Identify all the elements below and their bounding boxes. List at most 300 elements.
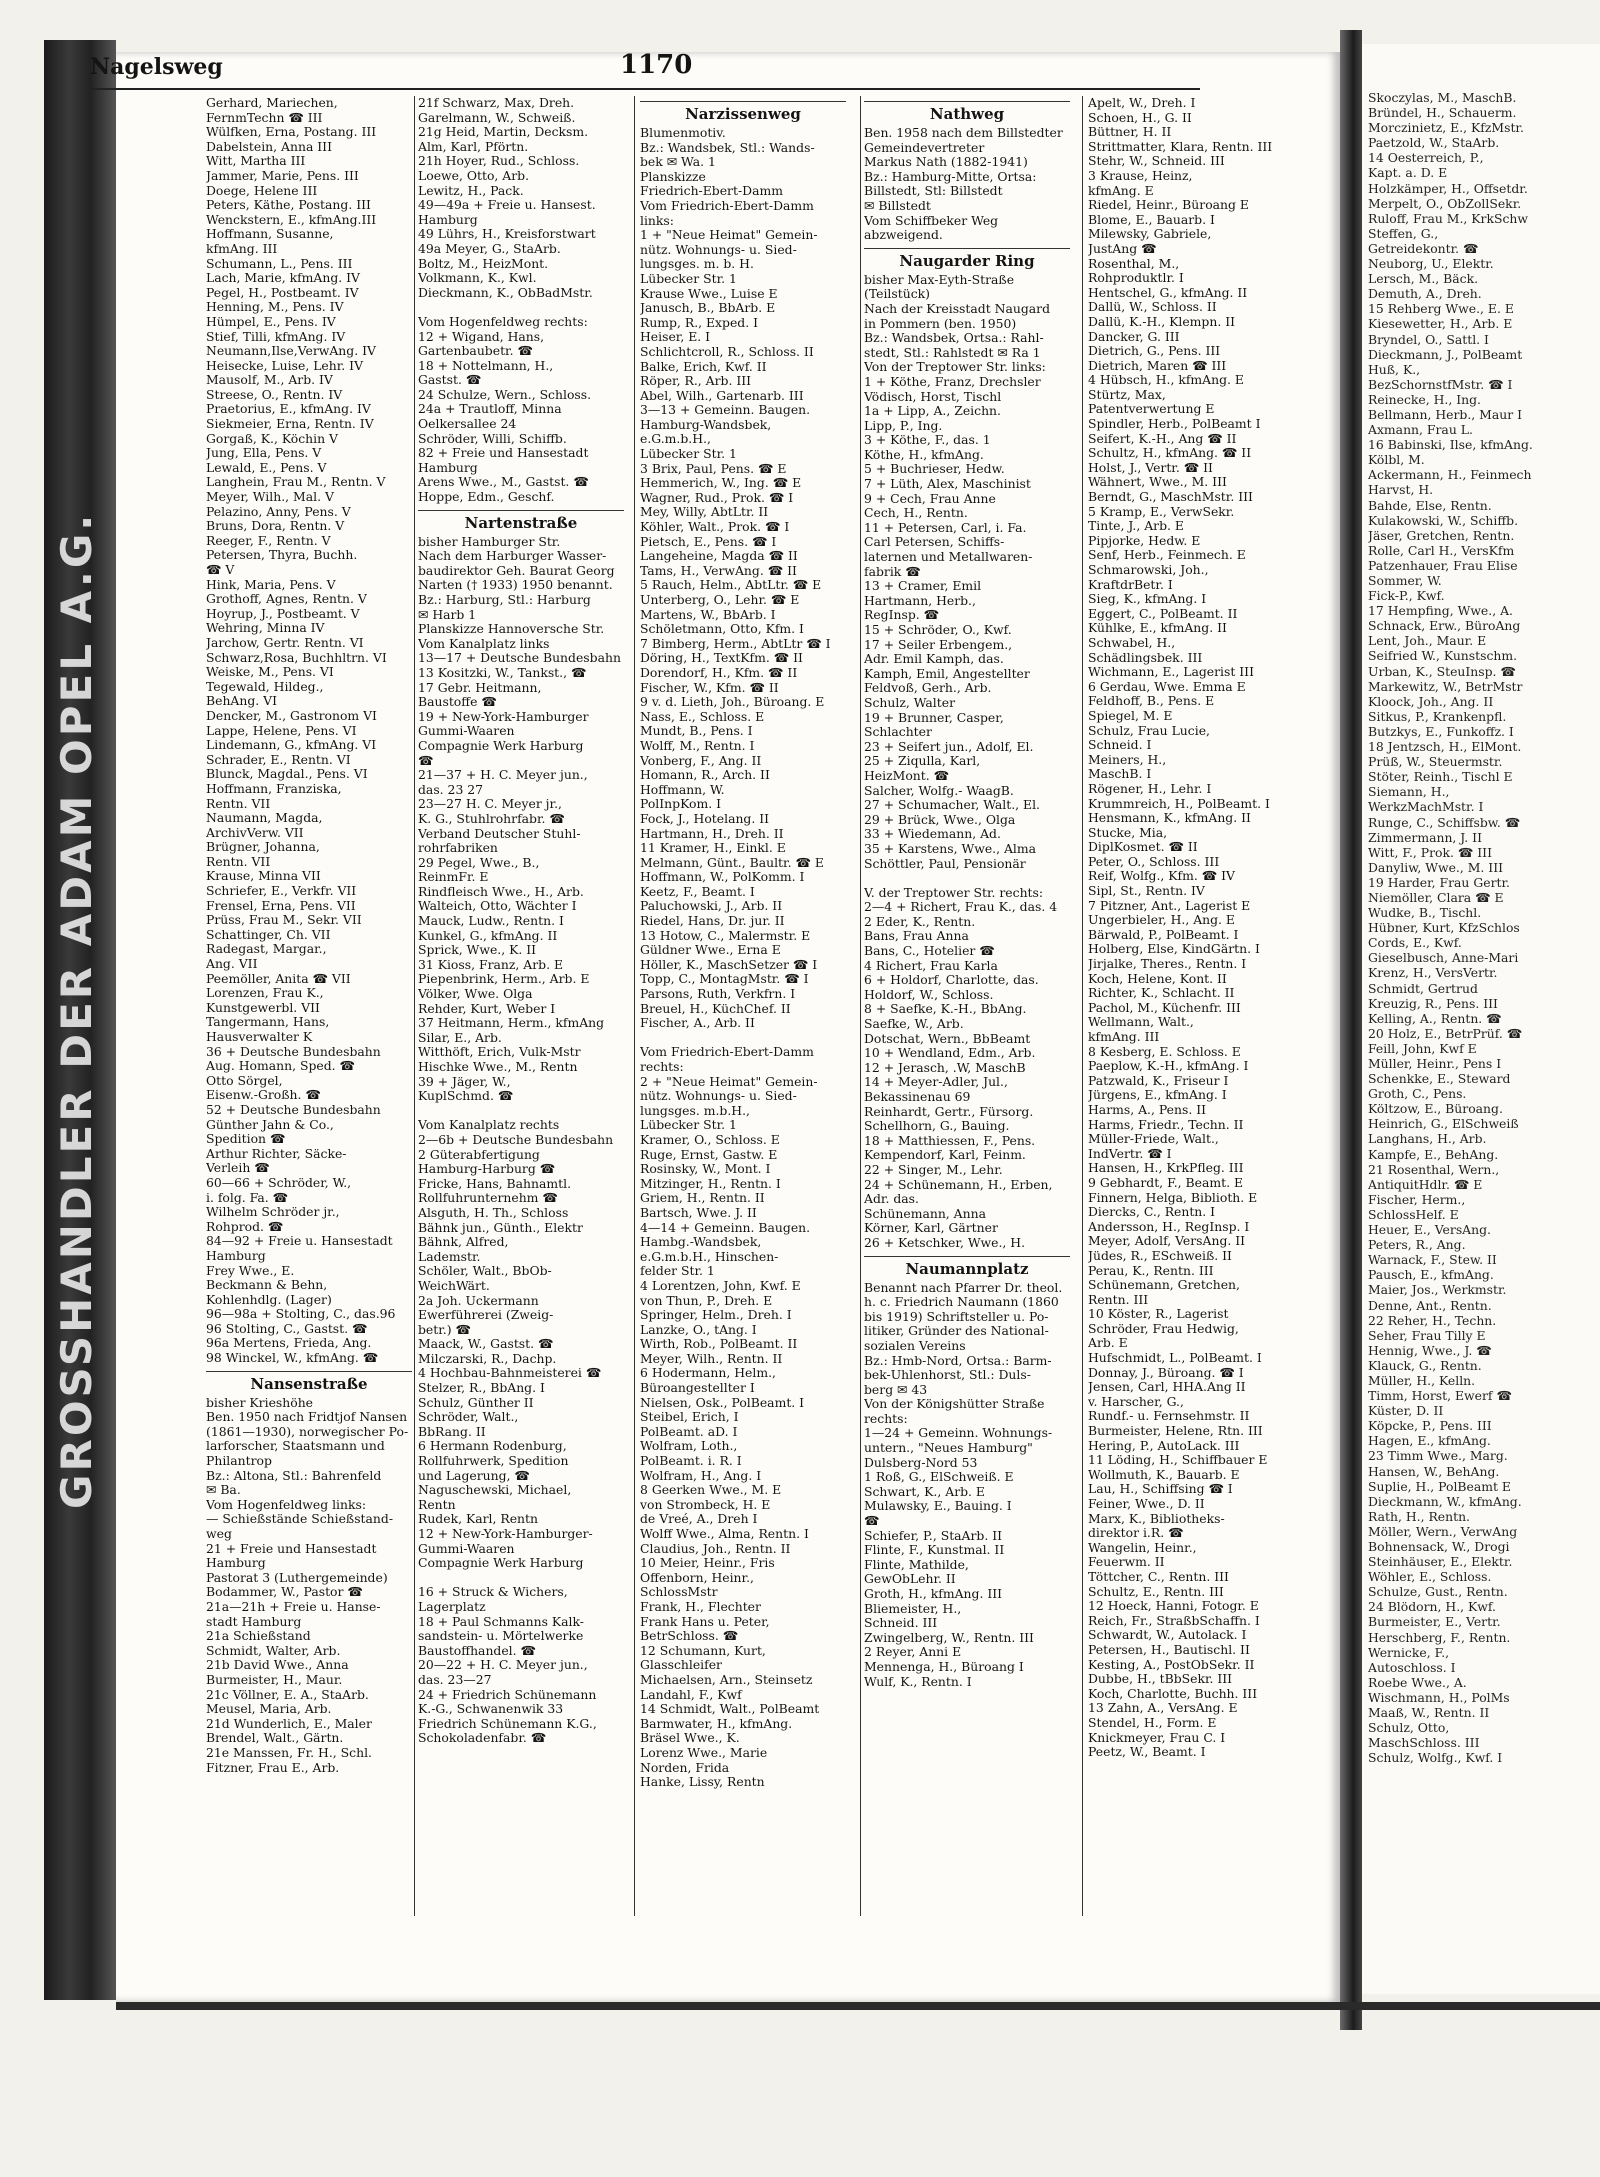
directory-entry: Vom Friedrich-Ebert-Damm	[640, 1045, 814, 1060]
directory-entry: berg ✉ 43	[864, 1382, 928, 1397]
directory-entry: GewObLehr. II	[864, 1572, 956, 1587]
directory-entry: Sipl, St., Rentn. IV	[1088, 884, 1205, 899]
directory-entry: Steinhäuser, E., Elektr.	[1368, 1554, 1513, 1570]
directory-entry: Gemeindevertreter	[864, 140, 985, 155]
directory-entry: Zwingelberg, W., Rentn. III	[864, 1630, 1034, 1645]
directory-entry: lungsges. m. b. H.	[640, 257, 754, 272]
directory-entry: 10 Köster, R., Lagerist	[1088, 1307, 1229, 1322]
directory-entry: Schmidt, Walter, Arb.	[206, 1643, 341, 1658]
directory-entry: Groth, C., Pens.	[1368, 1086, 1467, 1102]
directory-entry: Sommer, W.	[1368, 573, 1442, 588]
directory-entry: Wagner, Rud., Prok. ☎ I	[640, 490, 794, 505]
directory-entry: Pastorat 3 (Luthergemeinde)	[206, 1570, 388, 1585]
directory-entry: 2 Güterabfertigung	[418, 1147, 540, 1162]
directory-entry: Wichmann, E., Lagerist III	[1088, 665, 1254, 680]
directory-entry: Norden, Frida	[640, 1760, 730, 1775]
directory-entry: Bans, C., Hotelier ☎	[864, 944, 995, 959]
directory-entry: Breuel, H., KüchChef. II	[640, 1001, 791, 1016]
directory-entry: Kulakowski, W., Schiffb.	[1368, 512, 1519, 528]
directory-entry: Ben. 1958 nach dem Billstedter	[864, 126, 1063, 140]
directory-entry: Vom Schiffbeker Weg	[864, 213, 999, 228]
directory-entry: Hartmann, Herb.,	[864, 593, 976, 608]
directory-entry: Diercks, C., Rentn. I	[1088, 1205, 1216, 1220]
directory-entry: 2—4 + Richert, Frau K., das. 4	[864, 900, 1058, 915]
directory-entry: Roebe Wwe., A.	[1368, 1674, 1467, 1690]
directory-entry: Narten († 1933) 1950 benannt.	[418, 578, 613, 593]
column-divider	[860, 96, 861, 1916]
directory-entry: Riedel, Heinr., Büroang E	[1088, 198, 1249, 213]
directory-entry: Dietrich, Maren ☎ III	[1088, 358, 1227, 373]
directory-entry: Schünemann, Gretchen,	[1088, 1278, 1240, 1293]
directory-entry: Stucke, Mia,	[1088, 825, 1168, 840]
directory-entry: Planskizze Hannoversche Str.	[418, 622, 605, 637]
directory-entry: 13 Hotow, C., Malermstr. E	[640, 928, 811, 943]
directory-entry: Wöhler, E., Schloss.	[1368, 1569, 1492, 1585]
directory-entry: ArchivVerw. VII	[206, 825, 304, 840]
directory-entry: Wischmann, H., PolMs	[1368, 1689, 1510, 1705]
directory-entry: Bründel, H., Schauerm.	[1368, 105, 1517, 121]
directory-entry: Reeger, F., Rentn. V	[206, 533, 331, 548]
directory-entry: Schultz, H., kfmAng. ☎ II	[1088, 446, 1252, 461]
directory-entry: Dieckmann, W., kfmAng.	[1368, 1493, 1522, 1509]
directory-entry: Philantrop	[206, 1454, 272, 1469]
directory-entry: 49—49a + Freie u. Hansest.	[418, 198, 596, 213]
directory-entry: Kelling, A., Rentn. ☎	[1368, 1010, 1502, 1026]
directory-entry: Aug. Homann, Sped. ☎	[206, 1059, 355, 1074]
directory-entry: Weiske, M., Pens. VI	[206, 665, 334, 680]
directory-entry: Feuerwm. II	[1088, 1555, 1165, 1570]
directory-entry: 49a Meyer, G., StaArb.	[418, 241, 561, 256]
directory-entry: Mitzinger, H., Rentn. I	[640, 1176, 781, 1191]
directory-entry: Schulze, Gust., Rentn.	[1368, 1584, 1508, 1600]
directory-entry: Höller, K., MaschSetzer ☎ I	[640, 957, 818, 972]
directory-entry: 10 + Wendland, Edm., Arb.	[864, 1046, 1036, 1061]
directory-entry: Apelt, W., Dreh. I	[1088, 96, 1196, 110]
directory-entry: Getreidekontr. ☎	[1368, 240, 1479, 256]
directory-entry: Tinte, J., Arb. E	[1088, 519, 1184, 534]
directory-entry: Beckmann & Behn,	[206, 1278, 328, 1293]
directory-entry: Seifried W., Kunstschm.	[1368, 648, 1518, 664]
directory-entry: Rentn. VII	[206, 854, 271, 869]
directory-entry: Lübecker Str. 1	[640, 271, 737, 286]
directory-entry: Hansen, H., KrkPfleg. III	[1088, 1161, 1244, 1176]
directory-entry: Michaelsen, Arn., Steinsetz	[640, 1672, 813, 1687]
directory-entry: Adr. Emil Kamph, das.	[864, 652, 1004, 667]
directory-entry: 21 + Freie und Hansestadt	[206, 1541, 377, 1556]
directory-entry: Wirth, Rob., PolBeamt. II	[640, 1337, 798, 1352]
directory-entry: Doege, Helene III	[206, 183, 318, 198]
directory-entry: Bz.: Hamburg-Mitte, Ortsa:	[864, 169, 1037, 184]
directory-entry: Jarchow, Gertr. Rentn. VI	[206, 635, 364, 650]
directory-entry: Barmwater, H., kfmAng.	[640, 1716, 793, 1731]
directory-entry: Reinhardt, Gertr., Fürsorg.	[864, 1104, 1034, 1119]
directory-entry: Garelmann, W., Schweiß.	[418, 110, 576, 125]
directory-entry: Wähnert, Wwe., M. III	[1088, 475, 1227, 490]
directory-entry: Tegewald, Hildeg.,	[206, 679, 324, 694]
directory-entry: Ben. 1950 nach Fridtjof Nansen	[206, 1410, 408, 1425]
directory-entry: Hausverwalter K	[206, 1030, 313, 1044]
directory-entry: Verband Deutscher Stuhl-	[418, 826, 581, 841]
directory-entry: Dietrich, G., Pens. III	[1088, 344, 1221, 359]
directory-entry	[640, 1031, 846, 1046]
directory-entry: Spiegel, M. E	[1088, 708, 1173, 723]
directory-entry: Unterberg, O., Lehr. ☎ E	[640, 593, 800, 607]
directory-entry: Günther Jahn & Co.,	[206, 1117, 334, 1132]
directory-entry: 10 Meier, Heinr., Fris	[640, 1556, 775, 1571]
directory-entry: Wenckstern, E., kfmAng.III	[206, 212, 377, 227]
directory-entry: in Pommern (ben. 1950)	[864, 316, 1017, 331]
directory-entry: Lübecker Str. 1	[640, 1118, 737, 1133]
directory-entry: — Schießstände Schießstand-	[206, 1512, 394, 1527]
directory-entry: Schmidt, Gertrud	[1368, 980, 1478, 996]
directory-entry: Groth, H., kfmAng. III	[864, 1587, 1003, 1601]
directory-entry: IndVertr. ☎ I	[1088, 1146, 1172, 1161]
directory-entry: Holzkämper, H., Offsetdr.	[1368, 180, 1528, 196]
directory-entry: Hennig, Wwe., J. ☎	[1368, 1342, 1492, 1358]
directory-entry: Carl Petersen, Schiffs-	[864, 535, 1005, 550]
directory-entry: 7 + Lüth, Alex, Maschinist	[864, 477, 1031, 492]
directory-entry: Kesting, A., PostObSekr. II	[1088, 1657, 1255, 1672]
directory-entry: Nach dem Harburger Wasser-	[418, 549, 607, 564]
spine-advertisement: GROSSHANDLER DER ADAM OPEL A.G.	[52, 511, 101, 1509]
directory-entry: Paetzold, W., StaArb.	[1368, 135, 1500, 151]
directory-entry: Arens Wwe., M., Gastst. ☎	[418, 475, 589, 490]
directory-entry: Holberg, Else, KindGärtn. I	[1088, 942, 1260, 957]
directory-entry: bek-Uhlenhorst, Stl.: Duls-	[864, 1368, 1031, 1383]
directory-entry: Meyer, Wilh., Mal. V	[206, 490, 334, 505]
directory-entry: Von der Königshütter Straße	[864, 1397, 1045, 1412]
directory-entry: Lersch, M., Bäck.	[1368, 271, 1479, 287]
directory-entry: WerkzMachMstr. I	[1368, 799, 1484, 815]
directory-entry	[418, 1104, 624, 1119]
directory-entry: 27 + Schumacher, Walt., El.	[864, 798, 1040, 813]
directory-entry: kfmAng. E	[1088, 183, 1154, 198]
directory-entry: 8 + Saefke, K.-H., BbAng.	[864, 1002, 1027, 1017]
directory-entry: 1a + Lipp, A., Zeichn.	[864, 404, 1001, 419]
directory-entry: 84—92 + Freie u. Hansestadt	[206, 1234, 393, 1249]
directory-entry: Finnern, Helga, Biblioth. E	[1088, 1190, 1258, 1205]
directory-entry: Berndt, G., MaschMstr. III	[1088, 490, 1253, 505]
directory-entry: Kölbl, M.	[1368, 452, 1425, 468]
directory-entry: Schnack, Erw., BüroAng	[1368, 618, 1521, 634]
directory-entry: 9 Gebhardt, F., Beamt. E	[1088, 1175, 1244, 1190]
directory-entry: Spindler, Herb., PolBeamt I	[1088, 417, 1261, 432]
directory-entry: Senf, Herb., Feinmech. E	[1088, 548, 1246, 563]
directory-entry: Mennenga, H., Büroang I	[864, 1659, 1024, 1674]
directory-entry: 21 Rosenthal, Wern.,	[1368, 1161, 1500, 1177]
directory-entry: Schünemann, Anna	[864, 1206, 986, 1221]
directory-entry: Krummreich, H., PolBeamt. I	[1088, 796, 1270, 811]
directory-entry: ✉ Billstedt	[864, 198, 931, 213]
directory-entry: Hamburg	[206, 1556, 266, 1571]
directory-entry: Fricke, Hans, Bahnamtl.	[418, 1176, 572, 1191]
directory-entry: weg	[206, 1527, 232, 1541]
directory-entry: Bryndel, O., Sattl. I	[1368, 331, 1489, 347]
directory-entry: 96 Stolting, C., Gastst. ☎	[206, 1321, 368, 1336]
directory-entry: 18 Jentzsch, H., ElMont.	[1368, 739, 1522, 755]
directory-entry: 18 + Paul Schmanns Kalk-	[418, 1614, 584, 1629]
directory-entry: Hering, P., AutoLack. III	[1088, 1438, 1240, 1453]
directory-entry: Wellmann, Walt.,	[1088, 1015, 1194, 1030]
directory-entry: Schwarz,Rosa, Buchhltrn. VI	[206, 650, 387, 665]
directory-entry: Feldvoß, Gerh., Arb.	[864, 681, 992, 696]
directory-entry: Bz.: Altona, Stl.: Bahrenfeld	[206, 1468, 382, 1483]
directory-entry: ☎	[864, 1514, 880, 1529]
directory-entry: Stürtz, Max,	[1088, 387, 1166, 402]
directory-entry: Kamph, Emil, Angestellter	[864, 666, 1030, 681]
directory-entry: (1861—1930), norwegischer Po-	[206, 1424, 409, 1439]
directory-column-4	[864, 96, 1070, 1916]
directory-entry: Gummi-Waaren	[418, 1541, 515, 1556]
directory-entry: Vom Kanalplatz rechts	[418, 1118, 560, 1133]
directory-entry: Janusch, B., BbArb. E	[640, 301, 776, 316]
directory-entry: Kapt. a. D. E	[1368, 165, 1448, 181]
directory-entry: Burmeister, H., Maur.	[206, 1672, 343, 1687]
directory-entry: stadt Hamburg	[206, 1614, 302, 1629]
directory-entry: Körner, Karl, Gärtner	[864, 1221, 998, 1236]
directory-entry: Bähnk, Alfred,	[418, 1235, 509, 1250]
directory-entry: Müller-Friede, Walt.,	[1088, 1132, 1219, 1147]
directory-entry: Hübner, Kurt, KfzSchlos	[1368, 920, 1520, 936]
directory-entry: 22 + Singer, M., Lehr.	[864, 1162, 1003, 1177]
directory-entry: MaschSchloss. III	[1368, 1735, 1480, 1751]
directory-entry: Schokoladenfabr. ☎	[418, 1731, 547, 1746]
street-section-title: Nartenstraße	[418, 510, 624, 533]
directory-entry: Schöttler, Paul, Pensionär	[864, 856, 1026, 871]
directory-entry: Marx, K., Bibliotheks-	[1088, 1511, 1225, 1526]
directory-entry: Hümpel, E., Pens. IV	[206, 314, 336, 329]
directory-entry: Arb. E	[1088, 1336, 1128, 1351]
directory-entry: e.G.m.b.H., Hinschen-	[640, 1249, 779, 1264]
directory-entry: Költzow, E., Büroang.	[1368, 1101, 1503, 1117]
directory-entry: Witt, Martha III	[206, 154, 306, 169]
directory-entry: Seifert, K.-H., Ang ☎ II	[1088, 431, 1237, 446]
directory-entry: 23 + Seifert jun., Adolf, El.	[864, 739, 1034, 754]
directory-entry: Cords, E., Kwf.	[1368, 935, 1462, 951]
directory-entry: V. der Treptower Str. rechts:	[864, 885, 1044, 900]
directory-entry: 4 Hochbau-Bahnmeisterei ☎	[418, 1366, 602, 1381]
directory-entry: lungsges. m.b.H.,	[640, 1103, 750, 1118]
directory-entry: HeizMont. ☎	[864, 768, 950, 783]
directory-entry: Koch, Helene, Kont. II	[1088, 971, 1227, 986]
directory-entry: Koch, Charlotte, Buchh. III	[1088, 1686, 1258, 1701]
directory-entry: 23—27 H. C. Meyer jr.,	[418, 797, 562, 812]
directory-entry: 21f Schwarz, Max, Dreh.	[418, 96, 575, 110]
directory-entry: Siekmeier, Erna, Rentn. IV	[206, 417, 374, 432]
directory-entry: baudirektor Geh. Baurat Georg	[418, 563, 615, 578]
directory-entry: bis 1919) Schriftsteller u. Po-	[864, 1309, 1049, 1324]
directory-entry: Hamburg-Harburg ☎	[418, 1162, 556, 1177]
directory-entry: Harms, A., Pens. II	[1088, 1102, 1206, 1117]
directory-entry: Dabelstein, Anna III	[206, 139, 332, 154]
directory-entry: Töttcher, C., Rentn. III	[1088, 1569, 1229, 1584]
directory-entry: Silar, E., Arb.	[418, 1030, 502, 1045]
directory-entry: Stelzer, R., BbAng. I	[418, 1381, 545, 1396]
directory-entry: Mauck, Ludw., Rentn. I	[418, 914, 564, 929]
directory-entry: Burmeister, E., Vertr.	[1368, 1614, 1501, 1630]
directory-entry: Friedrich-Ebert-Damm	[640, 184, 783, 199]
directory-entry: Mulawsky, E., Bauing. I	[864, 1499, 1012, 1514]
scan-bottom-shadow	[116, 2002, 1600, 2010]
directory-entry: Rolle, Carl H., VersKfm	[1368, 542, 1515, 558]
directory-entry: Kunkel, G., kfmAng. II	[418, 928, 558, 943]
directory-entry: Wudke, B., Tischl.	[1368, 905, 1482, 921]
street-section-title: Nathweg	[864, 101, 1070, 124]
directory-entry: h. c. Friedrich Naumann (1860	[864, 1295, 1059, 1310]
directory-entry: 24 + Schünemann, H., Erben,	[864, 1177, 1053, 1192]
directory-entry: ☎	[418, 753, 434, 768]
directory-entry: Krenz, H., VersVertr.	[1368, 965, 1498, 981]
directory-entry: Bahde, Else, Rentn.	[1368, 497, 1492, 513]
directory-entry: Schulz, Wolfg., Kwf. I	[1368, 1750, 1503, 1766]
directory-entry: Jürgens, E., kfmAng. I	[1088, 1088, 1227, 1103]
directory-entry: Denne, Ant., Rentn.	[1368, 1297, 1492, 1313]
directory-entry: 14 + Meyer-Adler, Jul.,	[864, 1075, 1008, 1090]
directory-entry: 24 + Friedrich Schünemann	[418, 1687, 597, 1702]
directory-entry: Wollmuth, K., Bauarb. E	[1088, 1467, 1240, 1482]
directory-entry: 19 + Brunner, Casper,	[864, 710, 1004, 725]
directory-entry: Küster, D. II	[1368, 1403, 1444, 1419]
directory-entry: Donnay, J., Büroang. ☎ I	[1088, 1365, 1244, 1380]
directory-entry: Alsguth, H. Th., Schloss	[418, 1205, 569, 1220]
directory-entry: Rindfleisch Wwe., H., Arb.	[418, 884, 584, 899]
directory-entry: Alm, Karl, Pförtn.	[418, 139, 529, 154]
directory-entry: 21b David Wwe., Anna	[206, 1658, 349, 1673]
directory-entry: Bruns, Dora, Rentn. V	[206, 519, 345, 534]
directory-entry: bisher Krieshöhe	[206, 1395, 314, 1410]
directory-entry: Heisecke, Luise, Lehr. IV	[206, 358, 364, 373]
directory-entry: Oelkersallee 24	[418, 417, 517, 432]
directory-entry: Volkmann, K., Kwl.	[418, 271, 537, 286]
page-header	[90, 50, 1200, 84]
directory-entry: 6 + Holdorf, Charlotte, das.	[864, 973, 1039, 988]
directory-entry: Peters, R., Ang.	[1368, 1237, 1466, 1253]
directory-entry: Fischer, W., Kfm. ☎ II	[640, 680, 779, 695]
directory-entry: 14 Oesterreich, P.,	[1368, 150, 1484, 166]
directory-entry: Claudius, Joh., Rentn. II	[640, 1541, 791, 1556]
directory-entry: Bz.: Wandsbek, Stl.: Wands-	[640, 140, 815, 155]
directory-entry: 19 + New-York-Hamburger	[418, 709, 589, 724]
directory-entry: 4 Richert, Frau Karla	[864, 958, 998, 973]
directory-entry: Balke, Erich, Kwf. II	[640, 359, 767, 374]
directory-entry: Rentn	[418, 1497, 456, 1512]
directory-entry: Niemöller, Clara ☎ E	[1368, 889, 1504, 905]
directory-entry: Rosenthal, M.,	[1088, 256, 1180, 271]
directory-entry: Cech, H., Rentn.	[864, 506, 968, 521]
directory-entry: Eggert, C., PolBeamt. II	[1088, 606, 1238, 621]
running-head-street: Nagelsweg	[90, 54, 223, 80]
directory-entry: 14 Schmidt, Walt., PolBeamt	[640, 1702, 820, 1717]
directory-entry: Petersen, Thyra, Buchh.	[206, 548, 358, 563]
directory-entry: Baustoffhandel. ☎	[418, 1643, 536, 1658]
directory-entry: Dieckmann, J., PolBeamt	[1368, 346, 1523, 362]
directory-entry: Wangelin, Heinr.,	[1088, 1540, 1197, 1555]
directory-entry: Witthöft, Erich, Vulk-Mstr	[418, 1045, 581, 1060]
directory-entry: Holdorf, W., Schloss.	[864, 987, 994, 1002]
directory-entry: Zimmermann, J. II	[1368, 829, 1482, 845]
directory-entry: SchlossHelf. E	[1368, 1206, 1459, 1222]
directory-entry: KraftdrBetr. I	[1088, 577, 1173, 592]
directory-entry: Saefke, W., Arb.	[864, 1017, 964, 1032]
directory-entry: Keetz, F., Beamt. I	[640, 884, 755, 899]
directory-entry: Runge, C., Schiffsbw. ☎	[1368, 814, 1521, 830]
directory-entry: Maier, Jos., Werkmstr.	[1368, 1282, 1507, 1298]
directory-entry: Urban, K., SteuInsp. ☎	[1368, 663, 1516, 679]
directory-entry: AntiquitHdlr. ☎ E	[1368, 1176, 1483, 1192]
directory-entry: Wulf, K., Rentn. I	[864, 1674, 972, 1689]
directory-entry: Pegel, H., Postbeamt. IV	[206, 285, 359, 300]
directory-entry: 5 + Buchrieser, Hedw.	[864, 462, 1005, 477]
directory-entry: Rollfuhrwerk, Spedition	[418, 1454, 569, 1469]
directory-entry: Schulz, Frau Lucie,	[1088, 723, 1210, 738]
directory-entry: Knickmeyer, Frau C. I	[1088, 1730, 1226, 1745]
directory-entry: 22 Reher, H., Techn.	[1368, 1312, 1497, 1328]
directory-entry: Langhans, H., Arb.	[1368, 1131, 1487, 1147]
directory-entry: 18 + Nottelmann, H.,	[418, 358, 554, 373]
directory-entry: Warnack, F., Stew. II	[1368, 1252, 1497, 1268]
directory-entry: Lipp, P., Ing.	[864, 418, 943, 433]
directory-entry: Timm, Horst, Ewerf ☎	[1368, 1388, 1512, 1404]
directory-entry: Herschberg, F., Rentn.	[1368, 1629, 1511, 1645]
directory-entry: 2 + "Neue Heimat" Gemein-	[640, 1074, 818, 1089]
directory-entry: 12 Schumann, Kurt,	[640, 1643, 766, 1658]
directory-entry: Dallü, K.-H., Klempn. II	[1088, 314, 1235, 329]
directory-entry: Schöletmann, Otto, Kfm. I	[640, 622, 804, 637]
directory-entry	[864, 871, 1070, 886]
directory-entry: sozialen Vereins	[864, 1338, 966, 1353]
directory-entry: 52 + Deutsche Bundesbahn	[206, 1102, 381, 1117]
directory-entry: v. Harscher, G.,	[1088, 1394, 1184, 1409]
directory-entry: Rollfuhrunternehm ☎	[418, 1191, 558, 1206]
directory-entry: Lindemann, G., kfmAng. VI	[206, 738, 377, 753]
directory-entry: Neumann,Ilse,VerwAng. IV	[206, 344, 376, 359]
directory-entry: 13 Zahn, A., VersAng. E	[1088, 1701, 1238, 1716]
directory-entry: Bellmann, Herb., Maur I	[1368, 406, 1522, 422]
directory-entry: (Teilstück)	[864, 287, 930, 302]
directory-entry: Güldner Wwe., Erna E	[640, 943, 781, 958]
directory-entry: Langhein, Frau M., Rentn. V	[206, 475, 386, 490]
directory-entry: 20—22 + H. C. Meyer jun.,	[418, 1658, 588, 1673]
directory-entry: Blome, E., Bauarb. I	[1088, 212, 1215, 227]
directory-entry: Nass, E., Schloss. E	[640, 709, 765, 724]
directory-entry: Jammer, Marie, Pens. III	[206, 168, 359, 183]
directory-entry: Hink, Maria, Pens. V	[206, 577, 336, 592]
directory-entry: 21a Schießstand	[206, 1629, 311, 1644]
directory-entry: Spedition ☎	[206, 1132, 286, 1147]
directory-entry: Meyer, Adolf, VersAng. II	[1088, 1234, 1246, 1249]
directory-entry: Vom Hogenfeldweg rechts:	[418, 314, 588, 329]
directory-entry: 21a—21h + Freie u. Hanse-	[206, 1599, 381, 1614]
directory-entry: Wolff Wwe., Alma, Rentn. I	[640, 1527, 809, 1541]
directory-entry: DiplKosmet. ☎ II	[1088, 840, 1198, 855]
directory-entry: Brügner, Johanna,	[206, 840, 320, 855]
directory-entry: Rentn. III	[1088, 1292, 1149, 1307]
directory-entry: Reinecke, H., Ing.	[1368, 391, 1481, 407]
directory-entry: Schulz, Otto,	[1368, 1720, 1450, 1736]
directory-entry: 6 Hermann Rodenburg,	[418, 1439, 567, 1454]
directory-entry: 21c Völlner, E. A., StaArb.	[206, 1687, 369, 1702]
directory-entry: 5 Rauch, Helm., AbtLtr. ☎ E	[640, 578, 822, 593]
directory-entry: Harms, Friedr., Techn. II	[1088, 1117, 1244, 1132]
directory-entry: 11 Kramer, H., Einkl. E	[640, 841, 786, 856]
directory-entry: 15 + Schröder, O., Kwf.	[864, 623, 1012, 637]
directory-entry: Gerhard, Mariechen,	[206, 96, 338, 110]
directory-entry: PolBeamt. i. R. I	[640, 1454, 742, 1469]
directory-entry: Hoyrup, J., Postbeamt. V	[206, 606, 360, 621]
directory-entry: 4 Hübsch, H., kfmAng. E	[1088, 373, 1244, 388]
directory-entry: Abel, Wilh., Gartenarb. III	[640, 388, 804, 403]
directory-entry: Planskizze	[640, 169, 706, 184]
